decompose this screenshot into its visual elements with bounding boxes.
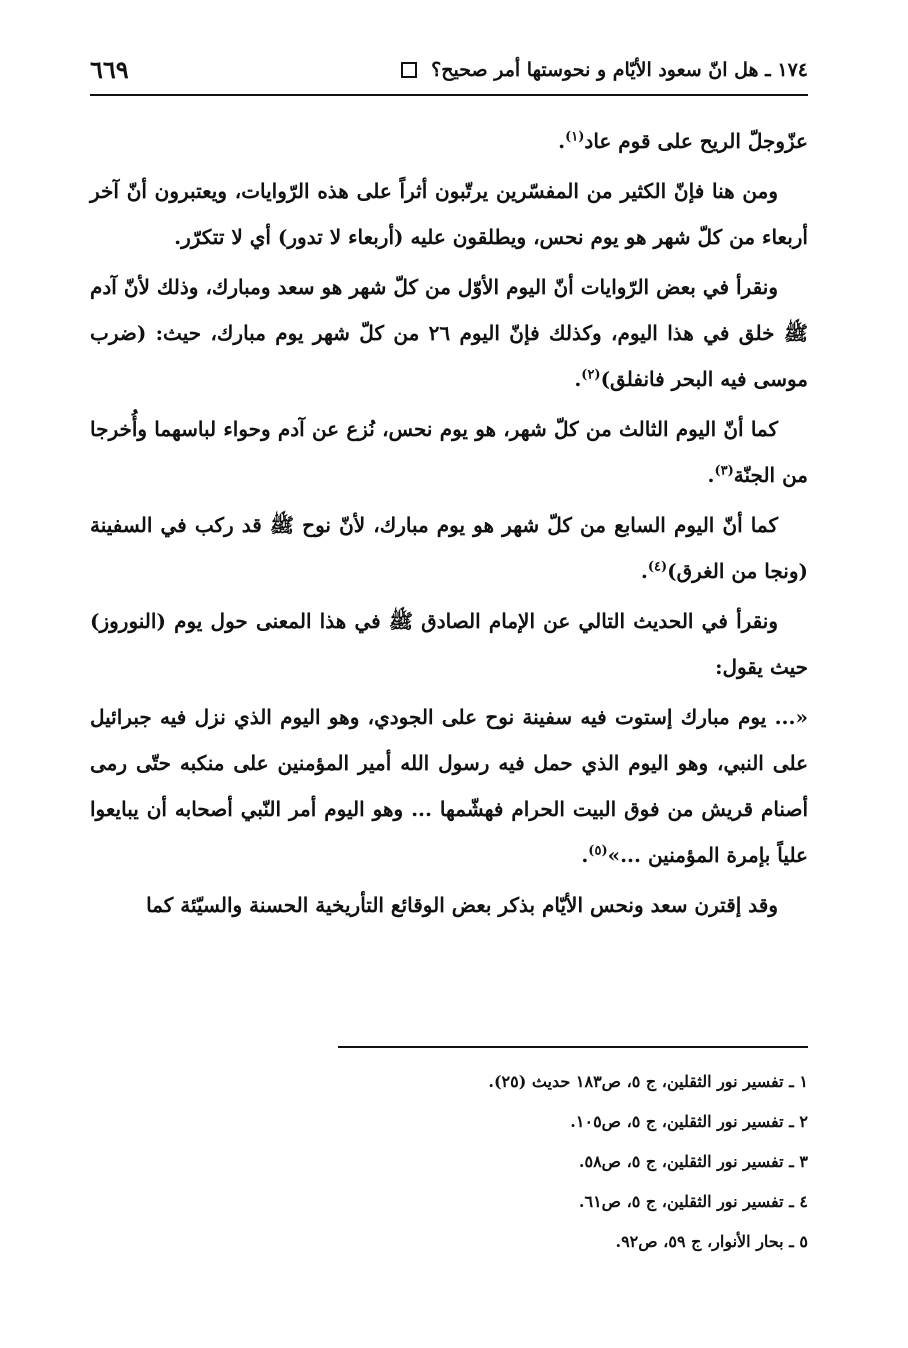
header-divider bbox=[90, 94, 808, 96]
paragraph: ونقرأ في الحديث التالي عن الإمام الصادق ﷺ في هذا المعنى حول يوم (النوروز) حيث يقول: bbox=[90, 609, 808, 679]
page-number: ٦٦٩ bbox=[90, 55, 129, 84]
body-text bbox=[90, 118, 808, 932]
footnote-marker: (١) bbox=[565, 129, 585, 145]
footnote: ٥ ـ بحار الأنوار، ج ٥٩، ص٩٢. bbox=[615, 1232, 808, 1251]
paragraph: ونقرأ في بعض الرّوايات أنّ اليوم الأوّل من كلّ شهر هو سعد ومبارك، وذلك لأنّ آدم ﷺ خلق في هذا اليوم، وكذلك فإنّ اليوم ٢٦ من كلّ شهر يوم مبارك، حيث: (ضرب موسى فيه البحر فانفلق)$^{(٢)}$. bbox=[90, 275, 808, 391]
book-page bbox=[90, 40, 808, 1300]
footnote-marker: (٢) bbox=[581, 367, 601, 383]
paragraph: كما أنّ اليوم الثالث من كلّ شهر، هو يوم نحس، نُزع عن آدم وحواء لباسهما وأُخرجا من الجنّة$^{(٣)}$. bbox=[90, 417, 808, 487]
header-title: ١٧٤ ـ هل انّ سعود الأيّام و نحوستها أمر صحيح؟ bbox=[431, 59, 808, 81]
paragraph: ومن هنا فإنّ الكثير من المفسّرين يرتّبون أثراً على هذه الرّوايات، ويعتبرون أنّ آخر أربعاء من كلّ شهر هو يوم نحس، ويطلقون عليه (أربعاء لا تدور) أي لا تتكرّر. bbox=[90, 179, 808, 249]
footnote: ٤ ـ تفسير نور الثقلين، ج ٥، ص٦١. bbox=[578, 1192, 808, 1211]
page-header bbox=[90, 50, 808, 90]
footnote-divider bbox=[338, 1046, 808, 1048]
paragraph: وقد إقترن سعد ونحس الأيّام بذكر بعض الوقائع التأريخية الحسنة والسيّئة كما bbox=[146, 893, 778, 917]
footnotes bbox=[90, 1062, 808, 1262]
footnote: ٢ ـ تفسير نور الثقلين، ج ٥، ص١٠٥. bbox=[570, 1112, 808, 1131]
paragraph: كما أنّ اليوم السابع من كلّ شهر هو يوم مبارك، لأنّ نوح ﷺ قد ركب في السفينة (ونجا من الغرق)$^{(٤)}$. bbox=[90, 513, 808, 583]
footnote: ١ ـ تفسير نور الثقلين، ج ٥، ص١٨٣ حديث (٢٥). bbox=[488, 1072, 808, 1091]
footnote: ٣ ـ تفسير نور الثقلين، ج ٥، ص٥٨. bbox=[578, 1152, 808, 1171]
square-icon bbox=[401, 62, 417, 78]
quote-paragraph: «... يوم مبارك إستوت فيه سفينة نوح على الجودي، وهو اليوم الذي نزل فيه جبرائيل على النبي، وهو اليوم الذي حمل فيه رسول الله أمير المؤمنين على منكبه حتّى رمى أصنام قريش من فوق البيت الحرام فهشّمها ... وهو اليوم أمر النّبي أصحابه أن يبايعوا علياً بإمرة المؤمنين ...»$^{(٥)}$. bbox=[90, 705, 808, 867]
footnote-marker: (٥) bbox=[588, 843, 608, 859]
footnote-marker: (٤) bbox=[647, 559, 668, 575]
paragraph: عزّوجلّ الريح على قوم عاد$^{(١)}$. bbox=[558, 129, 808, 153]
footnote-marker: (٣) bbox=[714, 463, 734, 479]
